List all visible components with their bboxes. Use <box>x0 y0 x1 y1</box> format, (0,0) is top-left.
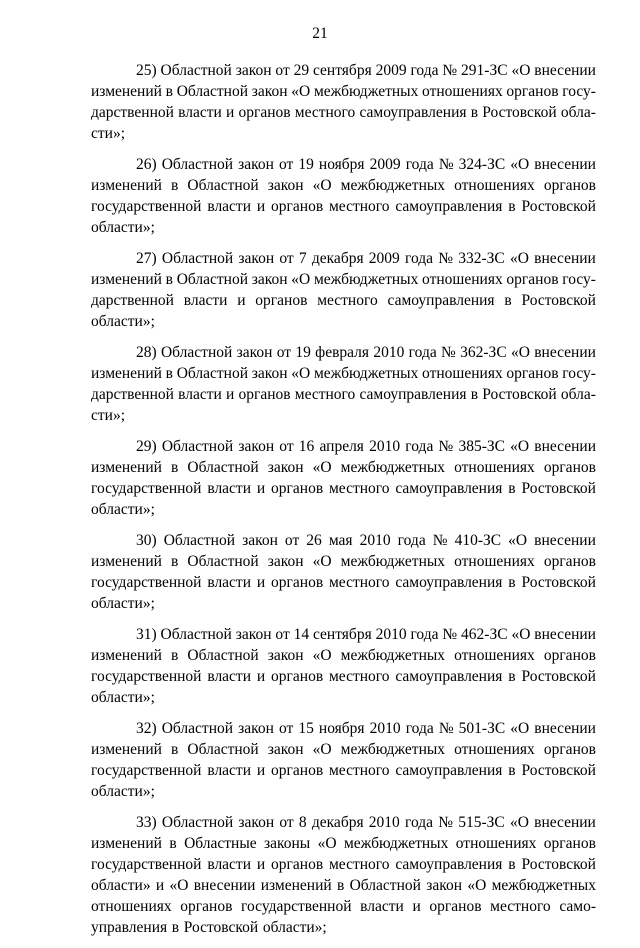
text-line: изменений в Областной закон «О межбюджетных отношениях органов госу- <box>91 271 596 288</box>
text-line: отношениях органов государственной власти и органов местного само- <box>91 898 596 915</box>
law-item <box>91 248 596 332</box>
text-line: дарственной власти и органов местного самоуправления в Ростовской обла- <box>91 104 596 121</box>
law-item <box>91 812 596 938</box>
text-line: изменений в Областной закон «О межбюджетных отношениях органов <box>91 741 596 758</box>
text-line: 25) Областной закон от 29 сентября 2009 года № 291-ЗС «О внесении <box>136 62 596 79</box>
law-item <box>91 624 596 708</box>
text-line: управления в Ростовской области»; <box>91 919 327 936</box>
text-line: изменений в Областной закон «О межбюджетных отношениях органов <box>91 459 596 476</box>
text-line: 29) Областной закон от 16 апреля 2010 года № 385-ЗС «О внесении <box>136 438 596 455</box>
text-line: государственной власти и органов местного самоуправления в Ростовской <box>91 762 596 779</box>
text-line: 28) Областной закон от 19 февраля 2010 года № 362-ЗС «О внесении <box>136 344 596 361</box>
text-line: государственной власти и органов местного самоуправления в Ростовской <box>91 856 596 873</box>
text-line: области»; <box>91 313 155 330</box>
law-item <box>91 530 596 614</box>
law-item <box>91 436 596 520</box>
text-line: государственной власти и органов местного самоуправления в Ростовской <box>91 574 596 591</box>
text-line: изменений в Областной закон «О межбюджетных отношениях органов <box>91 647 596 664</box>
text-line: 30) Областной закон от 26 мая 2010 года № 410-ЗС «О внесении <box>136 532 596 549</box>
text-line: 33) Областной закон от 8 декабря 2010 года № 515-ЗС «О внесении <box>136 814 596 831</box>
law-item <box>91 154 596 238</box>
text-line: 27) Областной закон от 7 декабря 2009 года № 332-ЗС «О внесении <box>136 250 596 267</box>
law-item <box>91 718 596 802</box>
text-line: 31) Областной закон от 14 сентября 2010 года № 462-ЗС «О внесении <box>136 626 596 643</box>
text-line: дарственной власти и органов местного самоуправления в Ростовской обла- <box>91 386 596 403</box>
text-line: сти»; <box>91 407 126 424</box>
law-item <box>91 342 596 426</box>
page-number: 21 <box>312 25 328 42</box>
text-line: 26) Областной закон от 19 ноября 2009 года № 324-ЗС «О внесении <box>136 156 596 173</box>
text-line: изменений в Областной закон «О межбюджетных отношениях органов госу- <box>91 365 596 382</box>
text-line: изменений в Областной закон «О межбюджетных отношениях органов <box>91 553 596 570</box>
text-line: изменений в Областной закон «О межбюджетных отношениях органов <box>91 177 596 194</box>
text-line: дарственной власти и органов местного самоуправления в Ростовской <box>91 292 596 309</box>
text-line: государственной власти и органов местного самоуправления в Ростовской <box>91 480 596 497</box>
text-line: государственной власти и органов местного самоуправления в Ростовской <box>91 668 596 685</box>
text-line: области»; <box>91 689 155 706</box>
law-item <box>91 60 596 144</box>
text-line: области» и «О внесении изменений в Областной закон «О межбюджетных <box>91 877 596 894</box>
text-line: области»; <box>91 783 155 800</box>
text-line: области»; <box>91 501 155 518</box>
text-line: изменений в Областной закон «О межбюджетных отношениях органов госу- <box>91 83 596 100</box>
text-line: области»; <box>91 595 155 612</box>
document-body <box>91 60 596 948</box>
text-line: сти»; <box>91 125 126 142</box>
text-line: области»; <box>91 219 155 236</box>
text-line: государственной власти и органов местного самоуправления в Ростовской <box>91 198 596 215</box>
text-line: изменений в Областные законы «О межбюджетных отношениях органов <box>91 835 596 852</box>
text-line: 32) Областной закон от 15 ноября 2010 года № 501-ЗС «О внесении <box>136 720 596 737</box>
